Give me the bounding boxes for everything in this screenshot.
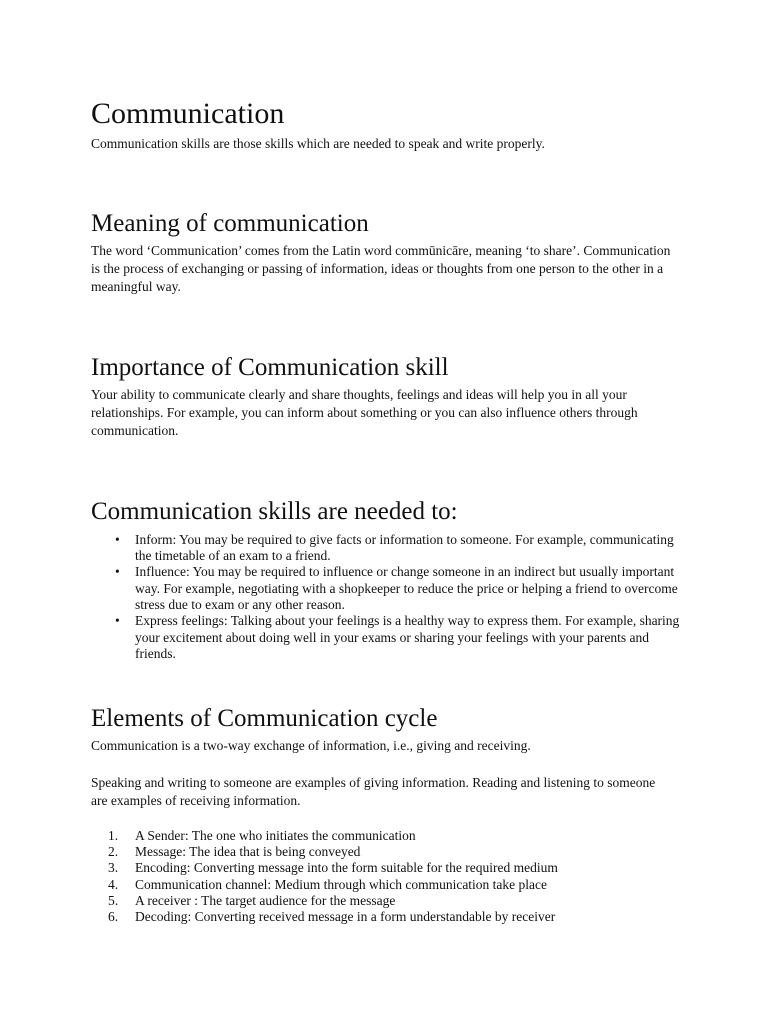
list-item-text: Communication channel: Medium through which communication take place — [135, 876, 548, 892]
list-item — [91, 532, 685, 565]
list-item — [91, 844, 691, 860]
bullet-icon: • — [115, 531, 120, 547]
list-item — [91, 893, 691, 909]
paragraph-communication: Communication skills are those skills which are needed to speak and write properly. — [91, 135, 545, 151]
section-elements — [91, 705, 691, 926]
list-item-text: Influence: You may be required to influence or change someone in an indirect but usually important way. For example, negotiating with a shopkeeper to reduce the price or helping a friend to overcome stress due to exam or any other reason. — [135, 564, 678, 612]
list-item-number: 3. — [108, 860, 119, 876]
list-item — [91, 877, 691, 893]
list-item-text: Inform: You may be required to give facts or information to someone. For example, communicating the timetable of an exam to a friend. — [135, 531, 674, 564]
section-communication — [91, 97, 691, 153]
bullet-icon: • — [115, 613, 120, 629]
heading-importance: Importance of Communication skill — [91, 354, 449, 381]
list-item — [91, 909, 691, 925]
list-item — [91, 564, 685, 613]
bullet-list — [91, 532, 691, 662]
list-item — [91, 860, 691, 876]
section-importance — [91, 354, 691, 440]
bullet-icon: • — [115, 564, 120, 580]
list-item-text: Express feelings: Talking about your feelings is a healthy way to express them. For example, sharing your excitement about doing well in your exams or sharing your feelings with your parents and friends. — [135, 613, 680, 661]
section-meaning — [91, 210, 691, 296]
paragraph-importance: Your ability to communicate clearly and share thoughts, feelings and ideas will help you in all your relationships. For example, you can inform about something or you can also influence others through communication. — [91, 386, 638, 438]
list-item-text: Encoding: Converting message into the form suitable for the required medium — [135, 860, 558, 876]
heading-meaning: Meaning of communication — [91, 210, 369, 237]
paragraph-elements-1: Communication is a two-way exchange of information, i.e., giving and receiving. — [91, 737, 531, 753]
list-item-text: Message: The idea that is being conveyed — [135, 844, 361, 860]
list-item-number: 1. — [108, 827, 119, 843]
list-item-number: 2. — [108, 844, 119, 860]
heading-needed: Communication skills are needed to: — [91, 498, 458, 525]
list-item — [91, 828, 691, 844]
list-item-text: A Sender: The one who initiates the communication — [135, 827, 416, 843]
list-item-number: 4. — [108, 876, 119, 892]
paragraph-meaning: The word ‘Communication’ comes from the Latin word commūnicāre, meaning ‘to share’. Communication is the process of exchanging or passing of information, ideas or thoughts from one person to the other in a meaningful way. — [91, 242, 671, 294]
heading-communication: Communication — [91, 97, 285, 130]
list-item — [91, 613, 685, 662]
section-needed — [91, 498, 691, 662]
paragraph-elements-2: Speaking and writing to someone are examples of giving information. Reading and listening to someone are examples of receiving information. — [91, 774, 656, 808]
list-item-text: A receiver : The target audience for the message — [135, 892, 396, 908]
list-item-text: Decoding: Converting received message in a form understandable by receiver — [135, 909, 556, 925]
list-item-number: 5. — [108, 892, 119, 908]
heading-elements: Elements of Communication cycle — [91, 705, 438, 732]
list-item-number: 6. — [108, 909, 119, 925]
numbered-list — [91, 828, 691, 926]
